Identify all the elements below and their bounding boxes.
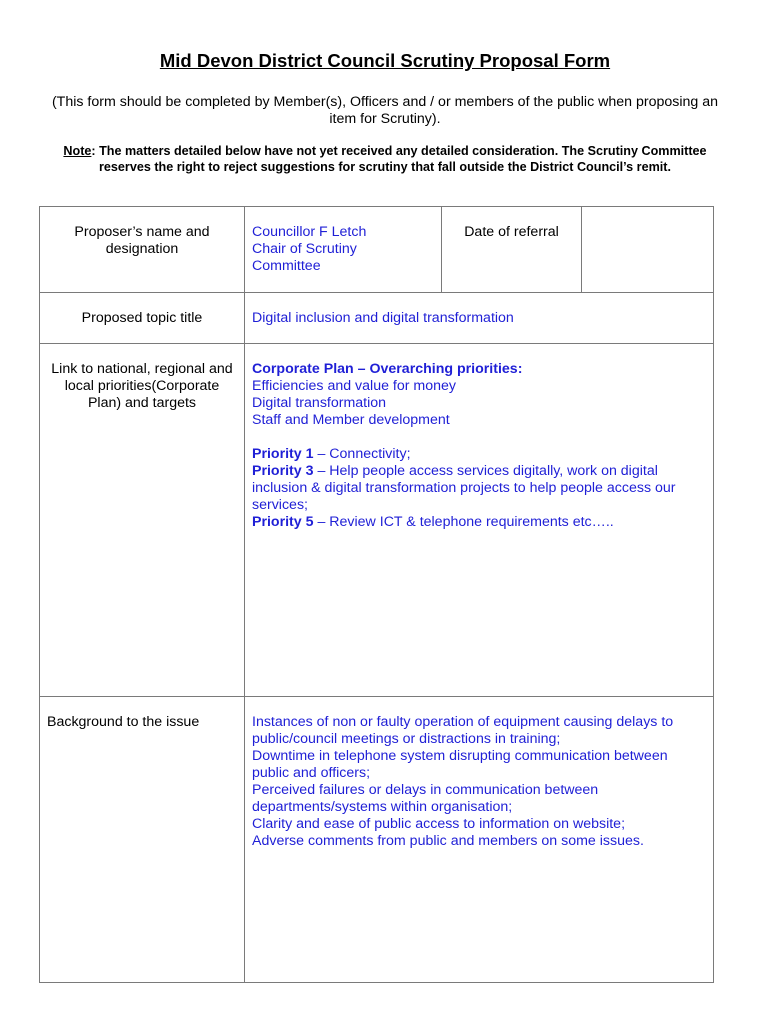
overarching-item: Digital transformation	[252, 395, 387, 411]
priorities-row	[40, 344, 714, 697]
priorities-value[interactable]	[245, 344, 714, 697]
priorities-heading: Corporate Plan – Overarching priorities:	[252, 361, 523, 377]
priority-item: Priority 1 – Connectivity;	[252, 446, 411, 462]
priority-item: Priority 5 – Review ICT & telephone requirements etc…..	[252, 514, 614, 530]
background-value[interactable]	[245, 697, 714, 983]
topic-label: Proposed topic title	[40, 293, 245, 344]
intro-text: (This form should be completed by Member(s), Officers and / or members of the public when proposing an item for Scrutiny).	[51, 94, 719, 127]
topic-value[interactable]: Digital inclusion and digital transformation	[245, 293, 714, 344]
page-title: Mid Devon District Council Scrutiny Proposal Form	[159, 50, 611, 71]
background-line: Adverse comments from public and members on some issues.	[252, 833, 644, 849]
proposer-value-line: Councillor F Letch	[252, 224, 367, 240]
note-text: : The matters detailed below have not yet received any detailed consideration. The Scrutiny Committee reserves the right to reject suggestions for scrutiny that fall outside the District Council’s remit.	[91, 144, 707, 174]
background-label: Background to the issue	[40, 697, 245, 983]
priorities-label: Link to national, regional and local priorities(Corporate Plan) and targets	[40, 344, 245, 697]
note-label: Note	[63, 144, 92, 158]
date-of-referral-value[interactable]	[582, 207, 714, 293]
background-line: Downtime in telephone system disrupting communication between public and officers;	[252, 748, 668, 781]
topic-row	[40, 293, 714, 344]
proposer-value-line: Committee	[252, 258, 321, 274]
background-line: Clarity and ease of public access to information on website;	[252, 816, 626, 832]
date-of-referral-label: Date of referral	[442, 207, 582, 293]
priority-item: Priority 3 – Help people access services digitally, work on digital inclusion & digital transformation projects to help people access our services;	[252, 463, 676, 513]
background-line: Perceived failures or delays in communication between departments/systems within organisation;	[252, 782, 599, 815]
proposer-row	[40, 207, 714, 293]
proposal-form-table	[39, 206, 714, 983]
background-line: Instances of non or faulty operation of equipment causing delays to public/council meetings or distractions in training;	[252, 714, 674, 747]
background-row	[40, 697, 714, 983]
proposer-label: Proposer’s name and designation	[40, 207, 245, 293]
overarching-item: Efficiencies and value for money	[252, 378, 456, 394]
note-paragraph	[40, 143, 730, 175]
proposer-value-line: Chair of Scrutiny	[252, 241, 357, 257]
proposer-value[interactable]	[245, 207, 442, 293]
overarching-item: Staff and Member development	[252, 412, 450, 428]
